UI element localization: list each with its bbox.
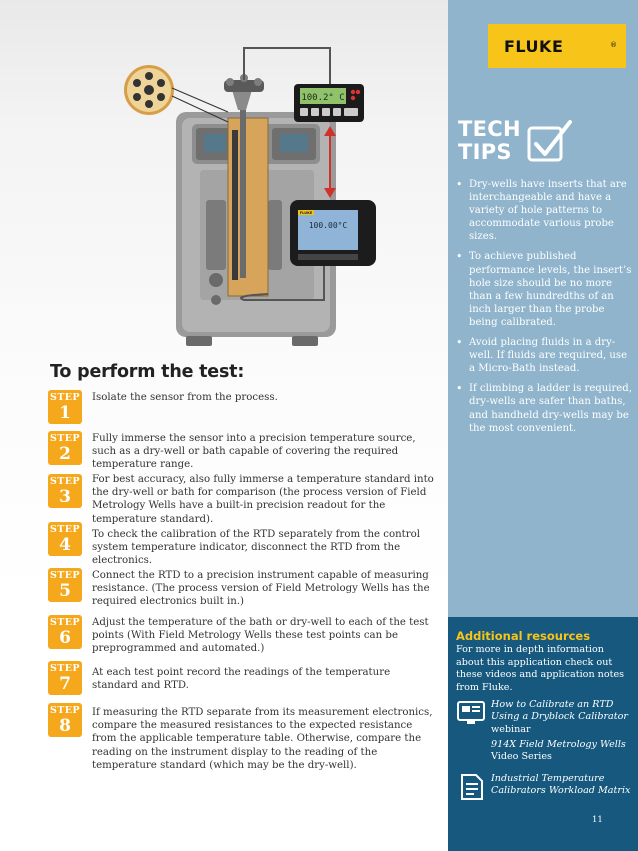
step-word: STEP [50, 663, 80, 674]
resource-title: Industrial Temperature Calibrators Workload Matrix [491, 773, 631, 797]
step-text: Isolate the sensor from the process. [92, 392, 278, 403]
step-word: STEP [50, 617, 80, 628]
step-badge [48, 390, 82, 424]
step-badge [48, 431, 82, 465]
step-text: If measuring the RTD separate from its measurement electronics, compare the measured resistances to the expected resistance from the applicable temperature table. Otherwise, compare the reading on the instrument display to the reading of the temperature standard (which may be the dry-well). [92, 707, 433, 771]
step-badge [48, 568, 82, 602]
step-number: 8 [59, 716, 71, 736]
step-badge [48, 615, 82, 649]
step-number: 5 [59, 581, 71, 601]
logo-registered-mark: ® [610, 41, 617, 49]
document-icon [456, 773, 486, 801]
tech-tips-line: TECH [458, 117, 521, 141]
procedure-heading: To perform the test: [50, 362, 245, 382]
step-text: At each test point record the readings of the temperature standard and RTD. [92, 667, 391, 692]
step-word: STEP [50, 524, 80, 535]
step-word: STEP [50, 476, 80, 487]
video-screen-icon [456, 699, 486, 727]
resources-intro: For more in depth information about this application check out these videos and application notes from Fluke. [456, 644, 625, 693]
step-text: Adjust the temperature of the bath or dry-well to each of the test points (With Field Metrology Wells these test points can be preprogrammed and automated.) [92, 617, 429, 655]
resource-title: How to Calibrate an RTD Using a Dryblock Calibrator [491, 699, 628, 723]
resource-type: Video Series [491, 751, 552, 763]
step-text: Fully immerse the sensor into a precision temperature source, such as a dry-well or bath capable of covering the required temperature range. [92, 433, 416, 471]
step-text: For best accuracy, also fully immerse a temperature standard into the dry-well or bath for comparison (the process version of Field Metrology Wells have a built-in precision readout for the temperature standard). [92, 474, 434, 525]
step-number: 3 [59, 487, 71, 507]
step-number: 1 [59, 403, 71, 423]
step-word: STEP [50, 570, 80, 581]
step-badge [48, 703, 82, 737]
tip-item: • Dry-wells have inserts that are interchangeable and have a variety of hole patterns to accommodate various probe sizes. [456, 178, 634, 243]
step-badge [48, 522, 82, 556]
step-number: 7 [59, 674, 71, 694]
large-display-reading: 100.00°C [308, 221, 348, 230]
step-number: 6 [59, 628, 71, 648]
resource-link-webinar[interactable] [491, 699, 633, 736]
resource-type: webinar [491, 723, 531, 735]
step-word: STEP [50, 433, 80, 444]
resource-link-video-series[interactable] [491, 739, 633, 764]
fluke-logo [488, 24, 626, 68]
step-text: Connect the RTD to a precision instrument capable of measuring resistance. (The process version of Field Metrology Wells has the required electronics built in.) [92, 570, 430, 608]
tech-tips-title [458, 118, 521, 164]
step-badge [48, 661, 82, 695]
page-number: 11 [592, 815, 603, 825]
display-brand: FLUKE [299, 211, 313, 215]
tip-item: • If climbing a ladder is required, dry-wells are safer than baths, and handheld dry-wells may be the most convenient. [456, 382, 634, 434]
tech-tips-line: TIPS [458, 140, 512, 164]
tips-list [456, 178, 634, 442]
tip-item: • To achieve published performance levels, the insert’s hole size should be no more than a few hundredths of an inch larger than the probe being calibrated. [456, 250, 634, 329]
small-display-reading: 100.2° C [301, 93, 345, 103]
step-badge [48, 474, 82, 508]
step-word: STEP [50, 392, 80, 403]
step-text: To check the calibration of the RTD separately from the control system temperature indicator, disconnect the RTD from the electronics. [92, 529, 421, 567]
step-word: STEP [50, 705, 80, 716]
drywell-illustration [0, 0, 448, 360]
tip-item: • Avoid placing fluids in a dry-well. If fluids are required, use a Micro-Bath instead. [456, 336, 634, 375]
step-number: 4 [59, 535, 71, 555]
resource-link-workload-matrix[interactable] [491, 773, 633, 798]
resources-heading: Additional resources [456, 629, 591, 643]
logo-text: FLUKE [504, 37, 564, 56]
step-number: 2 [59, 444, 71, 464]
checkbox-check-icon [526, 118, 576, 166]
resource-title: 914X Field Metrology Wells [491, 739, 626, 750]
